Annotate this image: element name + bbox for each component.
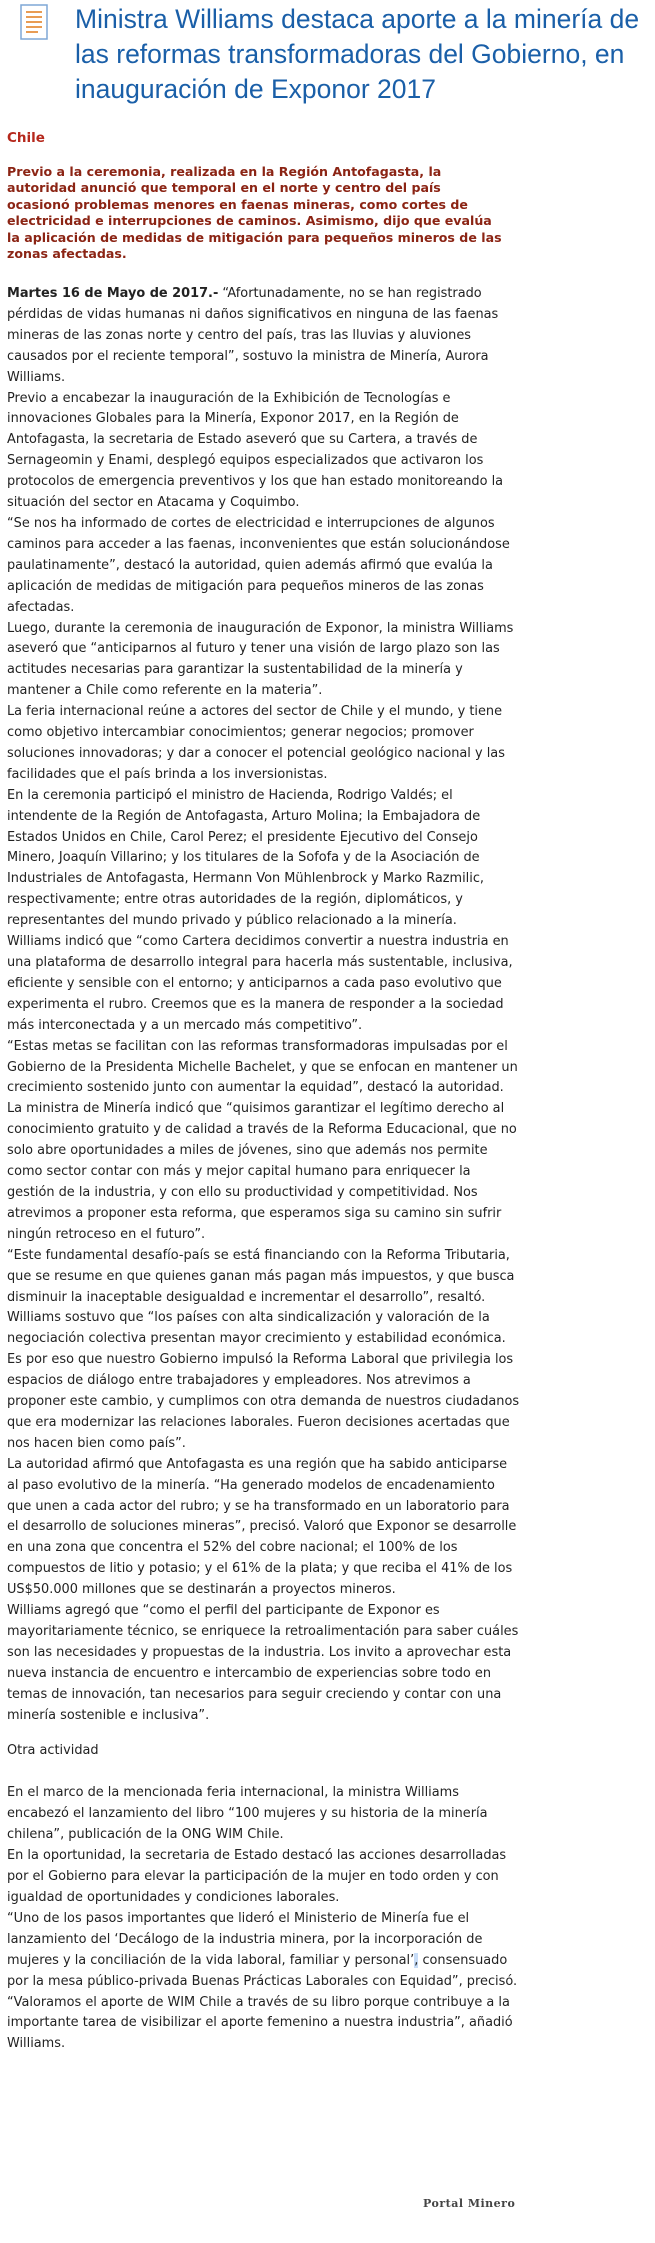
category-label: Chile bbox=[7, 130, 45, 146]
paragraph: Previo a encabezar la inauguración de la Exhibición de Tecnologías e innovaciones Globales para la Minería, Exponor 2017, en la Región de Antofagasta, la secretaria de Estado aseveró que su Cartera, a través de Sernageomin y Enami, desplegó equipos especializados que activaron los protocolos de emergencia preventivos y los que han estado monitoreando la situación del sector en Atacama y Coquimbo. bbox=[7, 390, 504, 511]
paragraph: Williams agregó que “como el perfil del participante de Exponor es mayoritariamente técnico, se enriquece la retroalimentación para saber cuáles son las necesidades y propuestas de la industria. Los invito a aprovechar esta nueva instancia de encuentro e intercambio de experiencias sobre todo en temas de innovación, tan necesarios para seguir creciendo y contar con una minería sostenible e inclusiva”. bbox=[7, 1603, 519, 1723]
paragraph bbox=[7, 1909, 522, 1993]
document-icon bbox=[20, 4, 48, 40]
selected-text[interactable]: , bbox=[414, 1952, 419, 1968]
article-lead: Previo a la ceremonia, realizada en la Región Antofagasta, la autoridad anunció que temporal en el norte y centro del país ocasionó problemas menores en faenas mineras, como cortes de electricidad e interrupciones de caminos. Asimismo, dijo que evalúa la aplicación de medidas de mitigación para pequeños mineros de las zonas afectadas. bbox=[7, 164, 502, 262]
paragraph: La feria internacional reúne a actores del sector de Chile y el mundo, y tiene como objetivo intercambiar conocimientos; generar negocios; promover soluciones innovadoras; y dar a conocer el potencial geológico nacional y las facilidades que el país brinda a los inversionistas. bbox=[7, 704, 505, 782]
paragraph bbox=[7, 284, 522, 389]
paragraph: “Se nos ha informado de cortes de electricidad e interrupciones de algunos caminos para acceder a las faenas, inconvenientes que están solucionándose paulatinamente”, destacó la autoridad, quien además afirmó que evalúa la aplicación de medidas de mitigación para pequeños mineros de las zonas afectadas. bbox=[7, 515, 510, 615]
dateline: Martes 16 de Mayo de 2017.- bbox=[7, 286, 219, 301]
paragraph: En el marco de la mencionada feria internacional, la ministra Williams encabezó el lanzamiento del libro “100 mujeres y su historia de la minería chilena”, publicación de la ONG WIM Chile. bbox=[7, 1785, 488, 1843]
source-credit: Portal Minero bbox=[423, 2197, 516, 2210]
paragraph: La autoridad afirmó que Antofagasta es una región que ha sabido anticiparse al paso evolutivo de la minería. “Ha generado modelos de encadenamiento que unen a cada actor del rubro; y se ha transformado en un laboratorio para el desarrollo de soluciones mineras”, precisó. Valoró que Exponor se desarrolle en una zona que concentra el 52% del cobre nacional; el 100% de los compuestos de litio y potasio; y el 61% de la plata; y que reciba el 41% de los US$50.000 millones que se destinarán a proyectos mineros. bbox=[7, 1456, 517, 1598]
paragraph-text: consensuado por la mesa público-privada Buenas Prácticas Laborales con Equidad”, precisó. bbox=[7, 1952, 518, 1989]
paragraph: “Estas metas se facilitan con las reformas transformadoras impulsadas por el Gobierno de la Presidenta Michelle Bachelet, y que se enfocan en mantener un crecimiento sostenido junto con aumentar la equidad”, destacó la autoridad. bbox=[7, 1038, 518, 1096]
paragraph: En la ceremonia participó el ministro de Hacienda, Rodrigo Valdés; el intendente de la Región de Antofagasta, Arturo Molina; la Embajadora de Estados Unidos en Chile, Carol Perez; el presidente Ejecutivo del Consejo Minero, Joaquín Villarino; y los titulares de la Sofofa y de la Asociación de Industriales de Antofagasta, Hermann Von Mühlenbrock y Marko Razmilic, respectivamente; entre otras autoridades de la región, diplomáticos, y representantes del mundo privado y público relacionado a la minería. bbox=[7, 787, 485, 929]
paragraph: En la oportunidad, la secretaria de Estado destacó las acciones desarrolladas por el Gobierno para elevar la participación de la mujer en todo orden y con igualdad de oportunidades y condiciones laborales. bbox=[7, 1848, 507, 1905]
paragraph-text: “Afortunadamente, no se han registrado pérdidas de vidas humanas ni daños significativos en ninguna de las faenas mineras de las zonas norte y centro del país, tras las lluvias y aluviones causados por el reciente temporal”, sostuvo la ministra de Minería, Aurora Williams. bbox=[7, 286, 499, 385]
section-label: Otra actividad bbox=[7, 1742, 99, 1758]
paragraph: “Este fundamental desafío-país se está financiando con la Reforma Tributaria, que se resume en que quienes ganan más pagan más impuestos, y que busca disminuir la inaceptable desigualdad e incrementar el desarrollo”, resaltó. bbox=[7, 1247, 515, 1305]
paragraph: Williams sostuvo que “los países con alta sindicalización y valoración de la negociación colectiva presentan mayor crecimiento y estabilidad económica. Es por eso que nuestro Gobierno impulsó la Reforma Laboral que privilegia los espacios de diálogo entre trabajadores y empleadores. Nos atrevimos a proponer este cambio, y cumplimos con otra demanda de nuestros ciudadanos que era modernizar las relaciones laborales. Fueron decisiones acertadas que nos hacen bien como país”. bbox=[7, 1310, 520, 1451]
paragraph-text: “Uno de los pasos importantes que lideró el Ministerio de Minería fue el lanzamiento del ‘Decálogo de la industria minera, por la incorporación de mujeres y la conciliación de la vida laboral, familiar y personal’ bbox=[7, 1910, 483, 1968]
article-body bbox=[7, 284, 522, 2055]
paragraph: La ministra de Minería indicó que “quisimos garantizar el legítimo derecho al conocimiento gratuito y de calidad a través de la Reforma Educacional, que no solo abre oportunidades a miles de jóvenes, sino que además nos permite como sector contar con más y mejor capital humano para enriquecer la gestión de la industria, y con ello su productividad y competitividad. Nos atrevimos a proponer esta reforma, que esperamos siga su camino sin sufrir ningún retroceso en el futuro”. bbox=[7, 1101, 517, 1242]
paragraph: “Valoramos el aporte de WIM Chile a través de su libro porque contribuye a la importante tarea de visibilizar el aporte femenino a nuestra industria”, añadió Williams. bbox=[7, 1994, 513, 2052]
paragraph: Williams indicó que “como Cartera decidimos convertir a nuestra industria en una plataforma de desarrollo integral para hacerla más sustentable, inclusiva, eficiente y sensible con el entorno; y anticiparnos a cada paso evolutivo que experimenta el rubro. Creemos que es la manera de responder a la sociedad más interconectada y a un mercado más competitivo”. bbox=[7, 934, 513, 1033]
paragraph: Luego, durante la ceremonia de inauguración de Exponor, la ministra Williams aseveró que “anticiparnos al futuro y tener una visión de largo plazo son las actitudes necesarias para garantizar la sustentabilidad de la minería y mantener a Chile como referente en la materia”. bbox=[7, 620, 514, 699]
article-title: Ministra Williams destaca aporte a la minería de las reformas transformadoras del Gobierno, en inauguración de Exponor 2017 bbox=[75, 4, 640, 104]
